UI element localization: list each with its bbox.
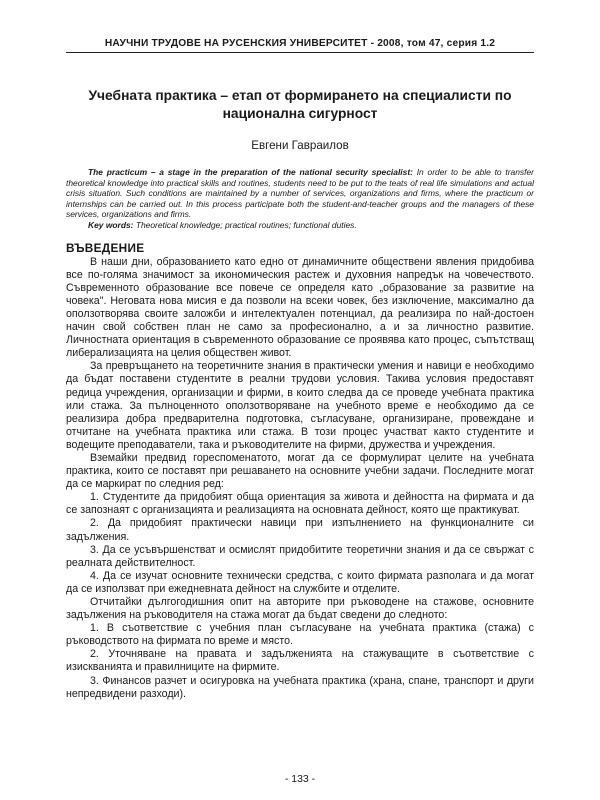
abstract-lead: The practicum – a stage in the preparation of the national security specialist: — [88, 167, 413, 177]
body-text — [66, 256, 534, 701]
page-number: - 133 - — [284, 773, 316, 785]
keywords-label: Key words: — [88, 219, 134, 230]
section-heading-introduction: ВЪВЕДЕНИЕ — [66, 240, 145, 255]
paper-title-line-2: национална сигурност — [222, 106, 378, 121]
paragraph: Отчитайки дългогодишния опит на авторите при ръководене на стажове, основните задължения на ръководителя на стажа могат да бъдат сведени до следното: — [66, 596, 534, 622]
paragraph: Вземайки предвид гореспоменатото, могат да се формулират целите на учебната практика, които се поставят при решаването на основните учебни задачи. Последните могат да се маркират по следния ред: — [66, 451, 534, 491]
list-item-goal-2: 2. Да придобият практически навици при изпълнението на функционалните си задължения. — [66, 517, 534, 543]
list-item-goal-1: 1. Студентите да придобият обща ориентация за живота и дейността на фирмата и да се запознаят с организацията и реализацията на основната дейност, която ще практикуват. — [66, 491, 534, 517]
paragraph: За превръщането на теоретичните знания в практически умения и навици е необходимо да бъдат поставени студентите в реални трудови условия. Такива условия предоставят редица учреждения, организации и фирми, в които следва да се проведе учебната практика или стажа. За пълноценното оползотворяване на учебното време е необходимо да се реализира добра предварителна подготовка, съгласуване, организиране, провеждане и отчитане на учебната практика или стажа. В този процес участват както студентите и водещите преподаватели, така и ръководителите на фирми, дружества и учреждения. — [66, 360, 534, 451]
abstract — [66, 167, 534, 220]
paper-title-line-1: Учебната практика – етап от формирането на специалисти по — [88, 88, 512, 103]
keywords-text: Theoretical knowledge; practical routines; functional duties. — [133, 219, 357, 230]
paper-title — [74, 87, 526, 123]
list-item-duty-1: 1. В съответствие с учебния план съгласуване на учебната практика (стажа) с ръководството на фирмата по време и място. — [66, 622, 534, 648]
list-item-goal-3: 3. Да се усъвършенстват и осмислят придобитите теоретични знания и да се свържат с реалната действителност. — [66, 543, 534, 569]
abstract-text: In order to be able to transfer theoretical knowledge into practical skills and routines, students need to be put to the teats of real life simulations and actual crisis situation. Such conditions are maintained by a number of services, organizations and firms, where the practicum or internships can be carried out. In this process participate both the student-and-teacher groups and the managers of these services, organizations and firms. — [66, 167, 534, 220]
keywords — [66, 220, 534, 231]
list-item-goal-4: 4. Да се изучат основните технически средства, с които фирмата разполага и да могат да се използват при ежедневната дейност на службите и отделите. — [66, 569, 534, 595]
author-name: Евгени Гавраилов — [251, 139, 349, 152]
paragraph: В наши дни, образованието като едно от динамичните обществени явления придобива все по-голяма значимост за икономическия растеж и духовния напредък на човечеството. Съвременното образование все повече се определя като „образование за развитие на човека". Неговата нова мисия е да позволи на всеки човек, без изключение, максимално да оползотворява своите заложби и интелектуален потенциал, да реализира по най-достоен начин свой собствен план не само за професионално, а и за личностно развитие. Личностната ориентация в съвременното образование се проявява като процес, съпътстващ либерализацията на целия обществен живот. — [66, 255, 534, 360]
running-head: НАУЧНИ ТРУДОВЕ НА РУСЕНСКИЯ УНИВЕРСИТЕТ - 2008, том 47, серия 1.2 — [66, 38, 534, 53]
list-item-duty-3: 3. Финансов разчет и осигуровка на учебната практика (храна, спане, транспорт и други непредвидени разходи). — [66, 674, 534, 700]
list-item-duty-2: 2. Уточняване на правата и задълженията на стажуващите в съответствие с изискванията и правилниците на фирмите. — [66, 648, 534, 674]
